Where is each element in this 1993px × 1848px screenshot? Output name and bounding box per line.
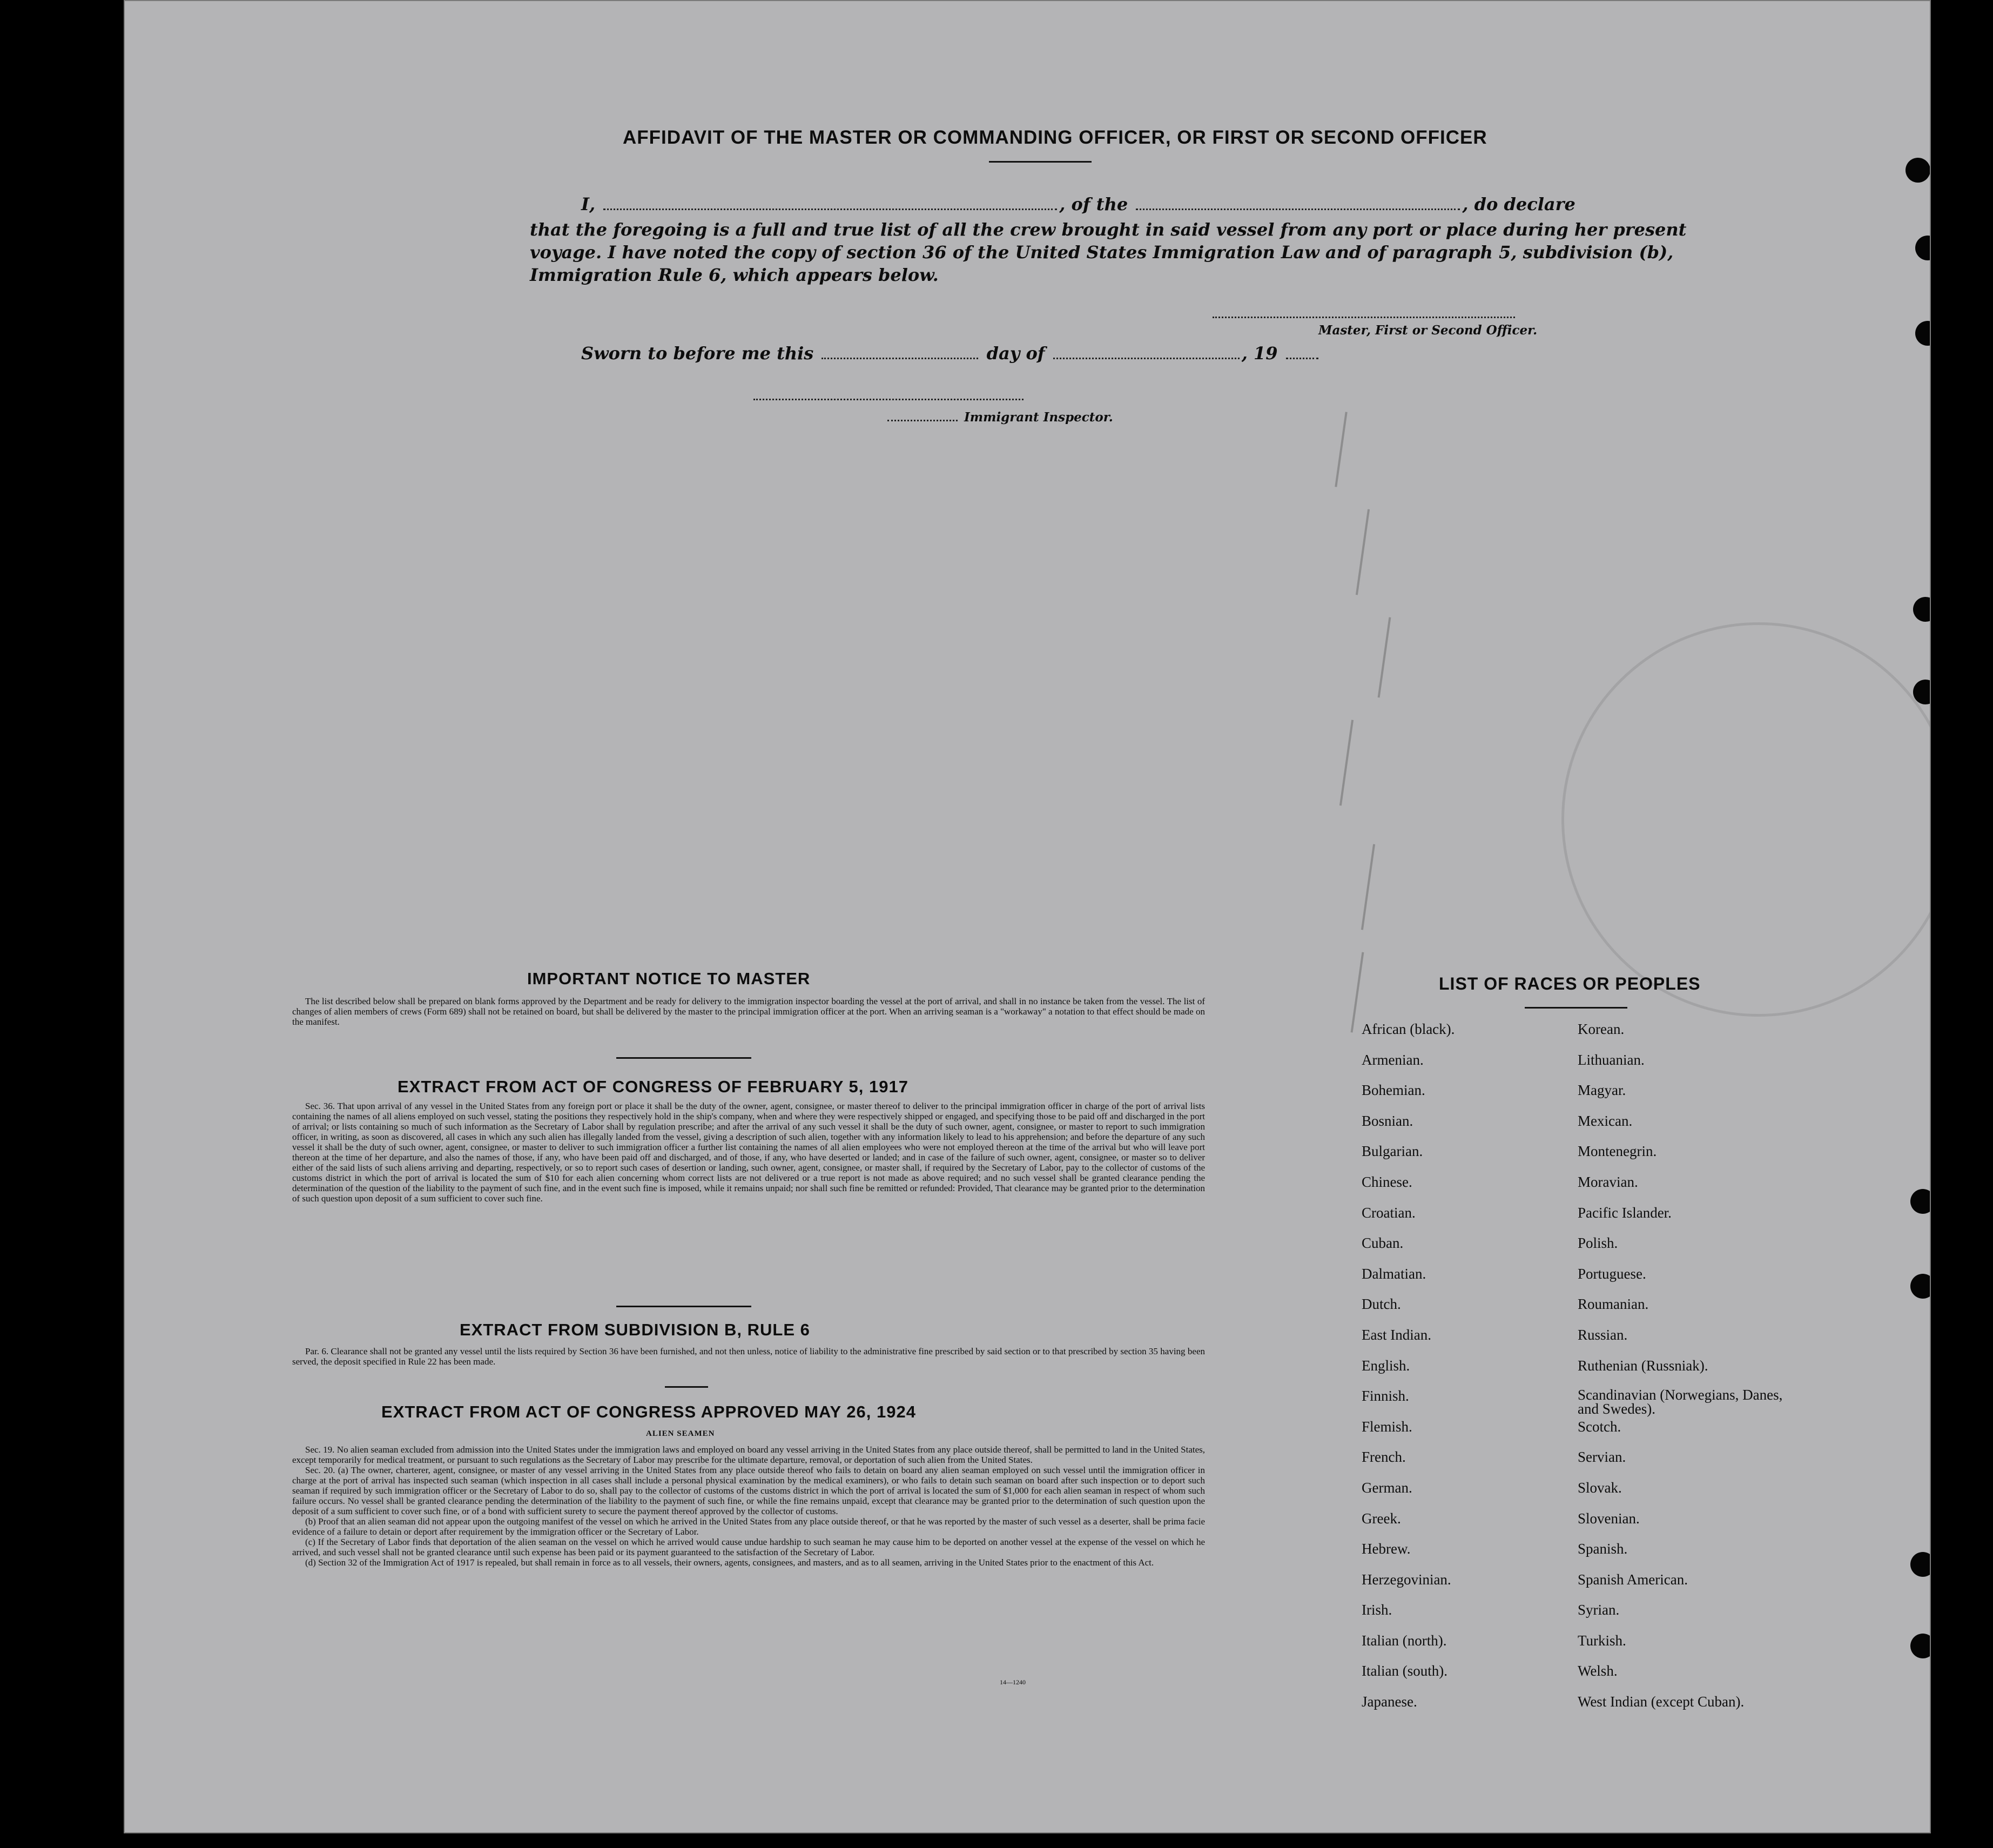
sworn-line [581, 343, 1321, 364]
races-title: LIST OF RACES OR PEOPLES [1439, 974, 1701, 993]
year-label: , 19 [1241, 343, 1278, 364]
i-label: I, [581, 194, 596, 214]
binder-hole [1906, 158, 1930, 183]
affidavit-statement-line2: voyage. I have noted the copy of section 36 of the United States Immigration Law and of paragraph 5, subdivision (b), [530, 242, 1674, 263]
affidavit-statement-line1: that the foregoing is a full and true list of all the crew brought in said vessel from any port or place during her present [530, 219, 1687, 240]
race-item: Roumanian. [1578, 1296, 1649, 1313]
extract-1924-title: EXTRACT FROM ACT OF CONGRESS APPROVED MAY 26, 1924 [381, 1402, 916, 1421]
race-item: Pacific Islander. [1578, 1204, 1672, 1221]
race-item: Finnish. [1362, 1388, 1409, 1405]
race-item: Magyar. [1578, 1082, 1626, 1099]
faded-stamp [1561, 622, 1931, 1017]
race-item: Mexican. [1578, 1112, 1633, 1129]
binder-hole [1915, 321, 1931, 346]
race-item: Italian (south). [1362, 1663, 1447, 1679]
affidavit-title: AFFIDAVIT OF THE MASTER OR COMMANDING OFFICER, OR FIRST OR SECOND OFFICER [623, 127, 1487, 148]
pencil-mark [1335, 412, 1347, 487]
section-divider [665, 1386, 708, 1388]
title-underline [989, 161, 1092, 163]
races-list-right [1578, 1021, 1794, 1724]
section-divider [616, 1306, 751, 1307]
binder-hole [1910, 1274, 1931, 1299]
race-item: Greek. [1362, 1510, 1401, 1527]
races-title-underline [1525, 1007, 1627, 1009]
race-item: Russian. [1578, 1326, 1628, 1343]
race-item: Moravian. [1578, 1173, 1638, 1190]
races-list-left [1362, 1021, 1455, 1724]
extract-1924-body [292, 1444, 1205, 1568]
sec-20d-paragraph: (d) Section 32 of the Immigration Act of 1917 is repealed, but shall remain in force as to all vessels, their owners, agents, consignees, and masters, and as to all seamen, arriving in the United States prior to the enactment of this Act. [305, 1557, 1154, 1568]
inspector-prefix-dots [887, 416, 958, 421]
race-item: Spanish. [1578, 1541, 1628, 1557]
race-item: Servian. [1578, 1449, 1626, 1466]
race-item: Herzegovinian. [1362, 1571, 1451, 1588]
race-item: Japanese. [1362, 1694, 1417, 1710]
extract-rule6-body [292, 1346, 1205, 1367]
race-item: African (black). [1362, 1021, 1455, 1037]
race-item: Portuguese. [1578, 1265, 1646, 1282]
race-item: Dalmatian. [1362, 1265, 1426, 1282]
race-item: Spanish American. [1578, 1571, 1688, 1588]
sec-20c-paragraph: (c) If the Secretary of Labor finds that deportation of the alien seaman on the vessel on which he arrived would cause undue hardship to such seaman he may cause him to be deported on another vessel at the expense of the vessel on which he arrived, and such vessel shall not be granted clearance until such expense has been paid or its payment guaranteed to the satisfaction of the Secretary of Labor. [292, 1537, 1205, 1557]
inspector-signature-line[interactable] [753, 395, 1024, 400]
sworn-label: Sworn to before me this [581, 343, 814, 364]
year-field[interactable] [1286, 354, 1318, 359]
of-the-label: , of the [1059, 194, 1128, 214]
race-item: Bulgarian. [1362, 1143, 1423, 1160]
race-item: Armenian. [1362, 1051, 1424, 1068]
race-item: Montenegrin. [1578, 1143, 1657, 1160]
document-sheet [124, 0, 1931, 1833]
race-item: Chinese. [1362, 1173, 1412, 1190]
race-item: West Indian (except Cuban). [1578, 1694, 1745, 1710]
race-item: Bohemian. [1362, 1082, 1425, 1099]
notice-title: IMPORTANT NOTICE TO MASTER [527, 969, 811, 988]
inspector-line [885, 410, 1113, 425]
form-number: 14—1240 [1000, 1678, 1026, 1686]
race-item: Slovak. [1578, 1479, 1622, 1496]
day-of-label: day of [986, 343, 1045, 364]
race-item: Bosnian. [1362, 1112, 1413, 1129]
race-item: Flemish. [1362, 1418, 1412, 1435]
race-item: Scotch. [1578, 1418, 1621, 1435]
master-signature-caption: Master, First or Second Officer. [1318, 323, 1538, 338]
race-item: Korean. [1578, 1021, 1625, 1037]
extract-1917-body [292, 1101, 1205, 1204]
race-item: English. [1362, 1357, 1410, 1374]
race-item: Turkish. [1578, 1632, 1626, 1649]
race-item: Cuban. [1362, 1235, 1404, 1252]
binder-hole [1910, 1189, 1931, 1214]
extract-rule6-title: EXTRACT FROM SUBDIVISION B, RULE 6 [460, 1320, 810, 1339]
pencil-mark [1378, 617, 1391, 697]
race-item: Hebrew. [1362, 1541, 1411, 1557]
affidavit-statement-line3: Immigration Rule 6, which appears below. [530, 265, 939, 285]
race-item: French. [1362, 1449, 1406, 1466]
race-item: Croatian. [1362, 1204, 1416, 1221]
do-declare-label: , do declare [1462, 194, 1575, 214]
race-item: Scandinavian (Norwegians, Danes, and Swedes). [1578, 1387, 1783, 1417]
notice-paragraph: The list described below shall be prepared on blank forms approved by the Department and be ready for delivery to the immigration inspector boarding the vessel at the port of arrival, and shall in no instance be taken from the vessel. The list of changes of alien members of crews (Form 689) shall not be retained on board, but shall be delivered by the master to the principal immigration officer at the port. When an arriving seaman is a "workaway" a notation to that effect should be made on the manifest. [292, 996, 1205, 1027]
race-item: Lithuanian. [1578, 1051, 1645, 1068]
race-item: Welsh. [1578, 1663, 1618, 1679]
binder-hole [1910, 1634, 1931, 1658]
race-item: Irish. [1362, 1602, 1392, 1618]
master-signature-line[interactable] [1213, 313, 1515, 318]
pencil-mark [1361, 844, 1375, 930]
sec-19-paragraph: Sec. 19. No alien seaman excluded from admission into the United States under the immigration laws and employed on board any vessel arriving in the United States from any place outside thereof, shall be permitted to land in the United States, except temporarily for medical treatment, or pursuant to such regulations as the Secretary of Labor may prescribe for the ultimate departure, removal, or deportation of such alien from the United States. [292, 1444, 1205, 1465]
day-field[interactable] [822, 354, 978, 359]
binder-hole [1913, 597, 1931, 622]
sec-36-paragraph: Sec. 36. That upon arrival of any vessel in the United States from any foreign port or place it shall be the duty of the owner, agent, consignee, or master thereof to deliver to the principal immigration officer in charge of the port of arrival lists containing the names of all aliens employed on such vessel, stating the positions they respectively hold in the ship's company, when and where they were respectively shipped or engaged, and specifying those to be paid off and discharged in the port of arrival; or lists containing so much of such information as the Secretary of Labor shall by regulation prescribe; and after the arrival of any such vessel it shall be the duty of such owner, agent, consignee, or master to report to such immigration officer, in writing, as soon as discovered, all cases in which any such alien has illegally landed from the vessel, giving a description of such alien, together with any information likely to lead to his apprehension; and before the departure of any such vessel it shall be the duty of such owner, agent, consignee, or master to deliver to such immigration officer a further list containing the names of all alien employees who were not employed thereon at the time of the arrival but who will leave port thereon at the time of her departure, and also the names of those, if any, who have been paid off and discharged, and of those, if any, who have deserted or landed; and in case of the failure of such owner, agent, consignee, or master so to deliver either of the said lists of such aliens arriving and departing, respectively, or so to report such cases of desertion or landing, such owner, agent, consignee, or master shall, if required by the Secretary of Labor, pay to the collector of customs of the customs district in which the port of arrival is located the sum of $10 for each alien concerning whom correct lists are not delivered or a true report is not made as above required; and no such vessel shall be granted clearance pending the determination of the question of the liability to the payment of such fine, and in the event such fine is imposed, while it remains unpaid; nor shall such fine be remitted or refunded: Provided, That clearance may be granted prior to the determination of such question upon deposit of a sum sufficient to cover such fine. [292, 1101, 1205, 1204]
sec-20a-paragraph: Sec. 20. (a) The owner, charterer, agent, consignee, or master of any vessel arriving in the United States from any place outside thereof who fails to detain on board any alien seaman employed on such vessel until the immigration officer in charge at the port of arrival has inspected such seaman (which inspection in all cases shall include a personal physical examination by the medical examiners), or who fails to detain such seaman on board after such inspection or to deport such seaman if required by such immigration officer or the Secretary of Labor to do so, shall pay to the collector of customs of the customs district in which the port of arrival is located the sum of $1,000 for each alien seaman in respect of whom such failure occurs. No vessel shall be granted clearance pending the determination of the liability to the payment of such fine, or while the fine remains unpaid, except that clearance may be granted prior to the determination of such question upon the deposit of a sum sufficient to cover such fine, or of a bond with sufficient surety to secure the payment thereof approved by the collector of customs. [292, 1465, 1205, 1516]
alien-seamen-subtitle: ALIEN SEAMEN [646, 1429, 715, 1438]
race-item: Italian (north). [1362, 1632, 1447, 1649]
pencil-mark [1356, 509, 1370, 595]
pencil-mark [1339, 720, 1354, 806]
par-6-paragraph: Par. 6. Clearance shall not be granted any vessel until the lists required by Section 36 have been furnished, and not then unless, notice of liability to the administrative fine prescribed by said section or to that prescribed by section 35 having been served, the deposit specified in Rule 22 has been made. [292, 1346, 1205, 1367]
binder-hole [1915, 236, 1931, 260]
notice-body [292, 996, 1205, 1027]
race-item: Polish. [1578, 1235, 1618, 1252]
sec-20b-paragraph: (b) Proof that an alien seaman did not appear upon the outgoing manifest of the vessel on which he arrived in the United States from any place outside thereof, or that he was reported by the master of such vessel as a deserter, shall be prima facie evidence of a failure to detain or deport after requirement by the immigration officer or the Secretary of Labor. [292, 1516, 1205, 1537]
inspector-caption: Immigrant Inspector. [964, 410, 1113, 425]
race-item: Ruthenian (Russniak). [1578, 1357, 1708, 1374]
race-item: Syrian. [1578, 1602, 1620, 1618]
month-field[interactable] [1053, 354, 1240, 359]
binder-hole [1910, 1552, 1931, 1577]
race-item: East Indian. [1362, 1326, 1431, 1343]
section-divider [616, 1057, 751, 1059]
race-item: Dutch. [1362, 1296, 1401, 1313]
extract-1917-title: EXTRACT FROM ACT OF CONGRESS OF FEBRUARY 5, 1917 [398, 1077, 908, 1096]
affidavit-declaration-line [581, 194, 1575, 214]
name-field[interactable] [603, 205, 1057, 210]
race-item: German. [1362, 1479, 1412, 1496]
race-item: Slovenian. [1578, 1510, 1640, 1527]
vessel-field[interactable] [1136, 205, 1460, 210]
